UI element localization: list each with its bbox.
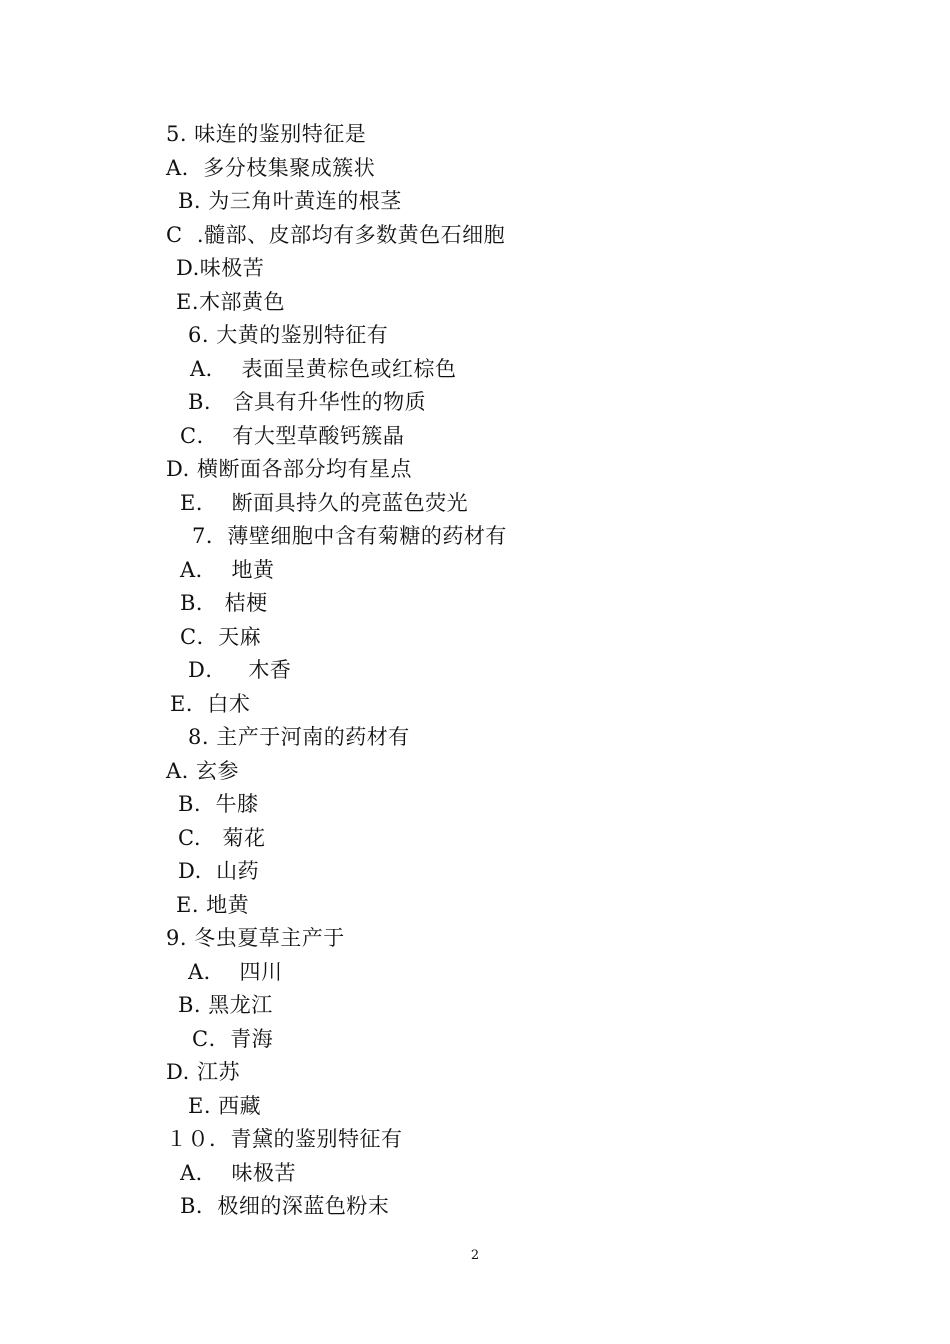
text-line: C．天麻 — [180, 624, 262, 649]
text-line: 8. 主产于河南的药材有 — [188, 725, 410, 749]
text-line: E．白术 — [170, 691, 251, 716]
text-line: D. 山药 — [178, 859, 260, 883]
text-line: E． 断面具持久的亮蓝色荧光 — [180, 490, 469, 515]
text-line: B．极细的深蓝色粉末 — [180, 1194, 390, 1218]
text-line: D. 江苏 — [166, 1060, 240, 1084]
text-line: 9. 冬虫夏草主产于 — [166, 926, 345, 950]
text-line: D. 横断面各部分均有星点 — [166, 457, 412, 481]
text-line: 5. 味连的鉴别特征是 — [166, 122, 367, 146]
text-line: B. 牛膝 — [178, 792, 259, 816]
text-line: A． 表面呈黄棕色或红棕色 — [190, 356, 457, 381]
text-line: B． 桔梗 — [180, 591, 268, 615]
text-line: A. 玄参 — [166, 758, 240, 783]
text-line: E. 地黄 — [176, 892, 250, 917]
text-line: D.味极苦 — [176, 256, 265, 280]
text-line: E. 西藏 — [188, 1093, 262, 1118]
text-line: １０．青黛的鉴别特征有 — [166, 1127, 403, 1151]
text-line: B. 黑龙江 — [178, 993, 273, 1017]
text-line: A. 多分枝集聚成簇状 — [166, 155, 376, 180]
text-line: E.木部黄色 — [176, 289, 286, 314]
page-number: 2 — [470, 1248, 480, 1263]
text-line: C． 有大型草酸钙簇晶 — [180, 423, 405, 448]
text-line: A． 味极苦 — [180, 1160, 297, 1185]
text-line: B. 含具有升华性的物质 — [188, 390, 427, 414]
text-line: C. 菊花 — [178, 825, 266, 850]
text-line: 7．薄壁细胞中含有菊糖的药材有 — [192, 524, 507, 548]
text-line: B. 为三角叶黄连的根茎 — [178, 189, 402, 213]
text-line: A． 地黄 — [180, 557, 275, 582]
text-line: C .髓部、皮部均有多数黄色石细胞 — [166, 222, 506, 247]
text-line: D． 木香 — [188, 658, 292, 682]
question-list — [0, 118, 950, 1224]
text-line: A． 四川 — [188, 959, 283, 984]
text-line: C．青海 — [192, 1026, 274, 1051]
text-line: 6. 大黄的鉴别特征有 — [188, 323, 389, 347]
